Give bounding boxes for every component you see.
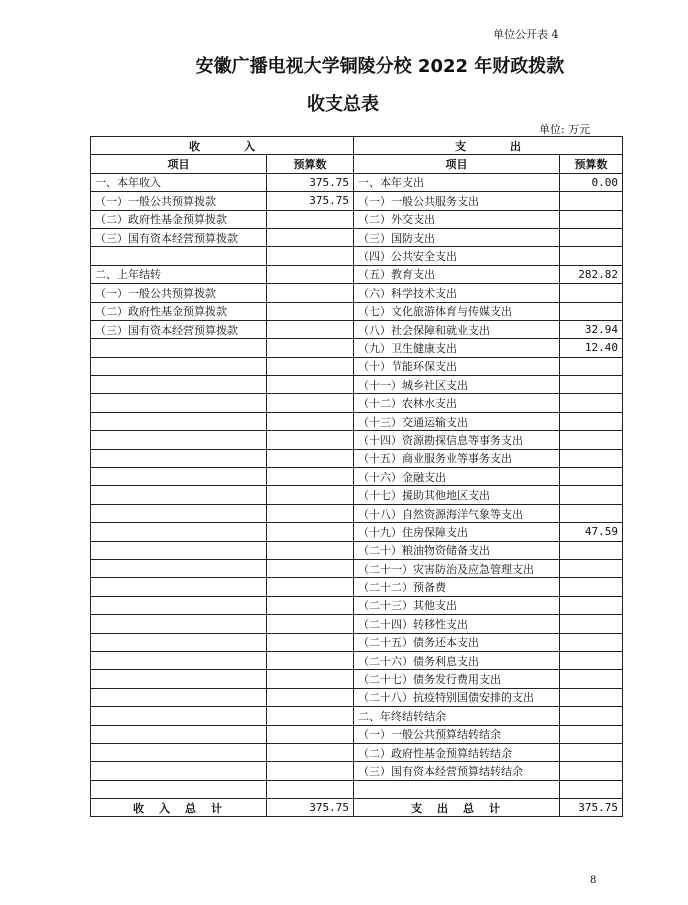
form-number: 单位公开表 4 <box>493 28 559 41</box>
income-item-cell <box>91 247 267 265</box>
expense-value-cell <box>560 284 623 302</box>
table-row <box>91 320 623 338</box>
expense-value-cell <box>560 633 623 651</box>
page-title: 安徽广播电视大学铜陵分校 2022 年财政拨款 <box>195 56 565 77</box>
expense-value-cell <box>560 504 623 522</box>
expense-value-cell <box>560 688 623 706</box>
expense-value-cell <box>560 615 623 633</box>
income-item-cell: （三）国有资本经营预算拨款 <box>91 228 267 246</box>
expense-value-cell <box>560 541 623 559</box>
table-row <box>91 523 623 541</box>
expense-item-cell: （七）文化旅游体育与传媒支出 <box>354 302 560 320</box>
unit-label: 单位: 万元 <box>539 123 591 136</box>
totals-row <box>91 799 623 817</box>
expense-value-cell <box>560 468 623 486</box>
expense-item-cell: （二十四）转移性支出 <box>354 615 560 633</box>
income-total-value: 375.75 <box>267 799 354 817</box>
expense-value-cell <box>560 780 623 798</box>
income-value-cell <box>267 596 354 614</box>
income-item-cell <box>91 707 267 725</box>
income-value-cell <box>267 762 354 780</box>
expense-item-cell: （十三）交通运输支出 <box>354 412 560 430</box>
expense-value-cell <box>560 578 623 596</box>
income-item-cell: 二、上年结转 <box>91 265 267 283</box>
income-value-cell <box>267 339 354 357</box>
income-value-cell <box>267 265 354 283</box>
expense-value-cell: 12.40 <box>560 339 623 357</box>
income-value-cell <box>267 688 354 706</box>
table-row <box>91 670 623 688</box>
expense-item-cell: （十六）金融支出 <box>354 468 560 486</box>
table-row <box>91 780 623 798</box>
table-row <box>91 486 623 504</box>
table-row <box>91 394 623 412</box>
expense-value-cell <box>560 247 623 265</box>
income-header: 收 入 <box>91 137 354 155</box>
table-row <box>91 725 623 743</box>
expense-item-header: 项目 <box>354 155 560 173</box>
income-item-cell <box>91 725 267 743</box>
income-total-label: 收 入 总 计 <box>91 799 267 817</box>
income-value-cell <box>267 284 354 302</box>
table-row <box>91 578 623 596</box>
expense-item-cell: （三）国防支出 <box>354 228 560 246</box>
table-row <box>91 210 623 228</box>
expense-item-cell: （二）外交支出 <box>354 210 560 228</box>
income-value-cell <box>267 486 354 504</box>
expense-value-cell <box>560 412 623 430</box>
expense-item-cell: （二十八）抗疫特别国债安排的支出 <box>354 688 560 706</box>
income-item-cell <box>91 431 267 449</box>
income-value-cell <box>267 615 354 633</box>
table-row <box>91 596 623 614</box>
income-value-cell <box>267 651 354 669</box>
expense-header: 支 出 <box>354 137 623 155</box>
income-item-cell <box>91 780 267 798</box>
expense-item-cell: （二十七）债务发行费用支出 <box>354 670 560 688</box>
expense-value-cell <box>560 670 623 688</box>
table-row <box>91 743 623 761</box>
income-value-cell <box>267 302 354 320</box>
income-item-cell <box>91 449 267 467</box>
income-value-cell: 375.75 <box>267 173 354 191</box>
income-item-cell <box>91 412 267 430</box>
expense-item-cell: （二十五）债务还本支出 <box>354 633 560 651</box>
income-value-cell <box>267 578 354 596</box>
budget-table <box>90 136 623 817</box>
income-value-cell <box>267 670 354 688</box>
expense-item-cell: （二十六）债务利息支出 <box>354 651 560 669</box>
expense-item-cell: （四）公共安全支出 <box>354 247 560 265</box>
income-value-cell <box>267 449 354 467</box>
expense-item-cell: （十二）农林水支出 <box>354 394 560 412</box>
expense-value-cell <box>560 725 623 743</box>
income-item-cell <box>91 468 267 486</box>
income-item-cell: （二）政府性基金预算拨款 <box>91 302 267 320</box>
income-value-cell <box>267 780 354 798</box>
income-value-cell <box>267 541 354 559</box>
table-row <box>91 412 623 430</box>
expense-value-cell <box>560 302 623 320</box>
expense-value-cell: 0.00 <box>560 173 623 191</box>
expense-item-cell: （三）国有资本经营预算结转结余 <box>354 762 560 780</box>
income-value-cell <box>267 725 354 743</box>
expense-item-cell: （二十二）预备费 <box>354 578 560 596</box>
income-value-cell: 375.75 <box>267 192 354 210</box>
income-item-cell <box>91 559 267 577</box>
expense-item-cell: （十）节能环保支出 <box>354 357 560 375</box>
income-value-cell <box>267 412 354 430</box>
table-row <box>91 265 623 283</box>
expense-value-cell <box>560 431 623 449</box>
expense-item-cell: （一）一般公共服务支出 <box>354 192 560 210</box>
income-item-cell <box>91 615 267 633</box>
table-row <box>91 615 623 633</box>
income-item-cell <box>91 523 267 541</box>
income-budget-header: 预算数 <box>267 155 354 173</box>
income-value-cell <box>267 707 354 725</box>
income-item-cell <box>91 670 267 688</box>
income-item-cell <box>91 357 267 375</box>
table-row <box>91 468 623 486</box>
expense-value-cell: 47.59 <box>560 523 623 541</box>
expense-item-cell: （六）科学技术支出 <box>354 284 560 302</box>
expense-item-cell: （二十一）灾害防治及应急管理支出 <box>354 559 560 577</box>
expense-value-cell <box>560 394 623 412</box>
table-row <box>91 228 623 246</box>
expense-value-cell <box>560 743 623 761</box>
expense-value-cell <box>560 559 623 577</box>
income-value-cell <box>267 504 354 522</box>
expense-item-cell: （十一）城乡社区支出 <box>354 376 560 394</box>
income-value-cell <box>267 357 354 375</box>
table-row <box>91 504 623 522</box>
income-item-cell <box>91 504 267 522</box>
income-value-cell <box>267 376 354 394</box>
income-item-cell <box>91 633 267 651</box>
expense-item-cell: 二、年终结转结余 <box>354 707 560 725</box>
income-item-cell <box>91 762 267 780</box>
expense-item-cell: 一、本年支出 <box>354 173 560 191</box>
expense-value-cell <box>560 228 623 246</box>
expense-value-cell <box>560 651 623 669</box>
income-item-cell: （一）一般公共预算拨款 <box>91 284 267 302</box>
table-row <box>91 762 623 780</box>
income-value-cell <box>267 228 354 246</box>
expense-total-label: 支 出 总 计 <box>354 799 560 817</box>
table-body <box>91 173 623 798</box>
income-value-cell <box>267 431 354 449</box>
income-item-cell <box>91 376 267 394</box>
income-item-cell <box>91 541 267 559</box>
table-row <box>91 541 623 559</box>
expense-value-cell <box>560 449 623 467</box>
table-row <box>91 449 623 467</box>
income-value-cell <box>267 523 354 541</box>
header-row-sections <box>91 137 623 155</box>
table-row <box>91 431 623 449</box>
income-item-cell: （一）一般公共预算拨款 <box>91 192 267 210</box>
income-value-cell <box>267 743 354 761</box>
expense-item-cell: （十九）住房保障支出 <box>354 523 560 541</box>
page-subtitle: 收支总表 <box>307 94 379 115</box>
income-item-cell <box>91 339 267 357</box>
expense-item-cell <box>354 780 560 798</box>
expense-item-cell: （一）一般公共预算结转结余 <box>354 725 560 743</box>
expense-item-cell: （八）社会保障和就业支出 <box>354 320 560 338</box>
income-value-cell <box>267 394 354 412</box>
income-value-cell <box>267 468 354 486</box>
table-row <box>91 707 623 725</box>
expense-value-cell <box>560 596 623 614</box>
table-row <box>91 247 623 265</box>
income-item-cell <box>91 578 267 596</box>
income-item-cell <box>91 394 267 412</box>
table-row <box>91 633 623 651</box>
header-row-columns <box>91 155 623 173</box>
income-item-cell <box>91 651 267 669</box>
expense-item-cell: （十五）商业服务业等事务支出 <box>354 449 560 467</box>
table-row <box>91 651 623 669</box>
expense-item-cell: （十七）援助其他地区支出 <box>354 486 560 504</box>
expense-item-cell: （二）政府性基金预算结转结余 <box>354 743 560 761</box>
income-value-cell <box>267 247 354 265</box>
income-item-header: 项目 <box>91 155 267 173</box>
expense-item-cell: （九）卫生健康支出 <box>354 339 560 357</box>
table-row <box>91 339 623 357</box>
expense-value-cell <box>560 357 623 375</box>
expense-value-cell <box>560 192 623 210</box>
income-item-cell <box>91 486 267 504</box>
expense-total-value: 375.75 <box>560 799 623 817</box>
income-item-cell: 一、本年收入 <box>91 173 267 191</box>
income-item-cell <box>91 596 267 614</box>
table-row <box>91 302 623 320</box>
expense-item-cell: （五）教育支出 <box>354 265 560 283</box>
expense-value-cell: 32.94 <box>560 320 623 338</box>
table-row <box>91 688 623 706</box>
expense-item-cell: （二十）粮油物资储备支出 <box>354 541 560 559</box>
expense-value-cell <box>560 210 623 228</box>
table-row <box>91 173 623 191</box>
expense-value-cell: 282.82 <box>560 265 623 283</box>
income-item-cell <box>91 743 267 761</box>
expense-budget-header: 预算数 <box>560 155 623 173</box>
expense-value-cell <box>560 707 623 725</box>
income-value-cell <box>267 559 354 577</box>
income-item-cell <box>91 688 267 706</box>
expense-value-cell <box>560 486 623 504</box>
table-row <box>91 357 623 375</box>
income-item-cell: （三）国有资本经营预算拨款 <box>91 320 267 338</box>
table-row <box>91 192 623 210</box>
table-row <box>91 559 623 577</box>
income-value-cell <box>267 210 354 228</box>
income-value-cell <box>267 633 354 651</box>
expense-value-cell <box>560 762 623 780</box>
expense-item-cell: （十八）自然资源海洋气象等支出 <box>354 504 560 522</box>
income-item-cell: （二）政府性基金预算拨款 <box>91 210 267 228</box>
income-value-cell <box>267 320 354 338</box>
expense-item-cell: （二十三）其他支出 <box>354 596 560 614</box>
expense-item-cell: （十四）资源勘探信息等事务支出 <box>354 431 560 449</box>
expense-value-cell <box>560 376 623 394</box>
page-number: 8 <box>590 875 597 886</box>
table-row <box>91 376 623 394</box>
table-row <box>91 284 623 302</box>
